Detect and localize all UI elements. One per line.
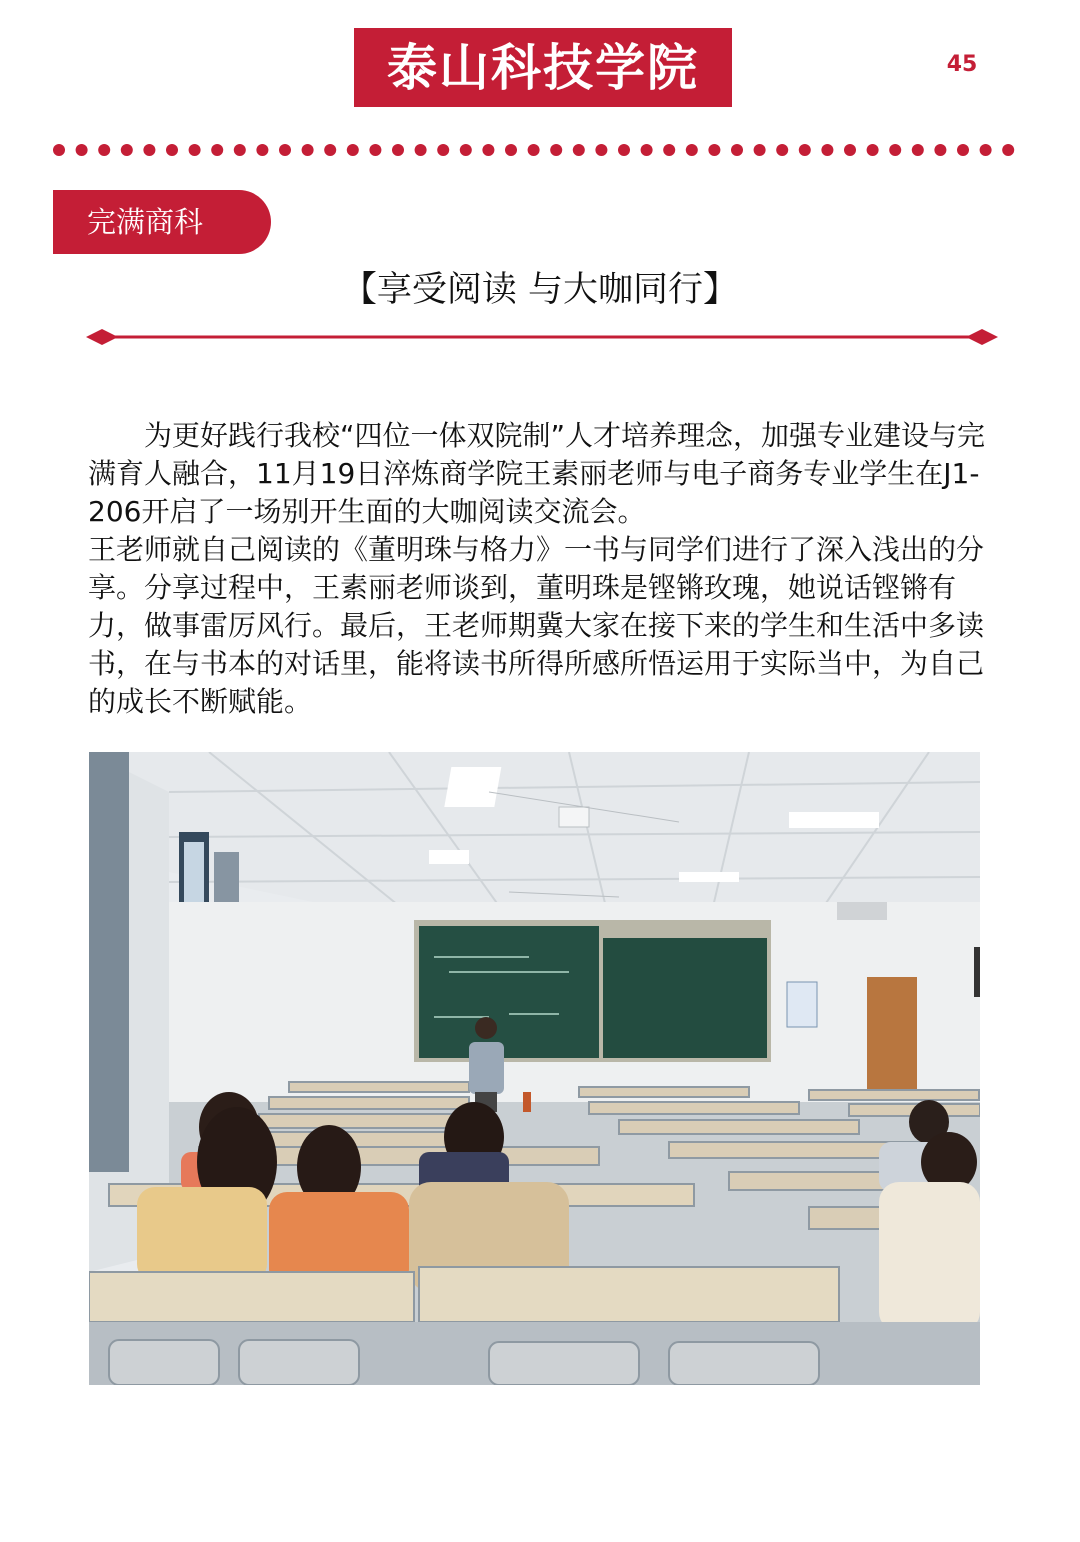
divider-dot <box>641 144 653 156</box>
divider-dot <box>821 144 833 156</box>
article-paragraph: 为更好践行我校“四位一体双院制”人才培养理念，加强专业建设与完满育人融合，11月19日淬炼商学院王素丽老师与电子商务专业学生在J1-206开启了一场别开生面的大咖阅读交流会。 <box>88 419 986 528</box>
divider-dot <box>776 144 788 156</box>
divider-dot <box>528 144 540 156</box>
divider-dot <box>437 144 449 156</box>
divider-dot <box>550 144 562 156</box>
divider-dot <box>460 144 472 156</box>
divider-dot <box>663 144 675 156</box>
divider-dot <box>76 144 88 156</box>
divider-dot <box>934 144 946 156</box>
divider-dot <box>166 144 178 156</box>
section-tag: 完满商科 <box>53 190 271 254</box>
divider-dot <box>980 144 992 156</box>
divider-dot <box>234 144 246 156</box>
divider-dot <box>957 144 969 156</box>
divider-dot <box>98 144 110 156</box>
divider-dot <box>279 144 291 156</box>
divider-dot <box>482 144 494 156</box>
divider-dot <box>912 144 924 156</box>
masthead-title: 泰山科技学院 <box>354 28 732 107</box>
classroom-photo <box>89 752 980 1385</box>
divider-dot <box>573 144 585 156</box>
divider-dot <box>324 144 336 156</box>
divider-dot <box>595 144 607 156</box>
article-paragraph: 王老师就自己阅读的《董明珠与格力》一书与同学们进行了深入浅出的分享。分享过程中，王素丽老师谈到，董明珠是铿锵玫瑰，她说话铿锵有力，做事雷厉风行。最后，王老师期冀大家在接下来的学生和生活中多读书，在与书本的对话里，能将读书所得所感所悟运用于实际当中，为自己的成长不断赋能。 <box>88 533 985 718</box>
divider-dot <box>867 144 879 156</box>
dotted-divider <box>50 140 1030 160</box>
divider-dot <box>889 144 901 156</box>
article-body <box>88 417 996 721</box>
divider-dot <box>1002 144 1014 156</box>
divider-dot <box>754 144 766 156</box>
divider-dot <box>347 144 359 156</box>
article-headline: 【享受阅读 与大咖同行】 <box>341 270 739 310</box>
divider-dot <box>256 144 268 156</box>
divider-dot <box>731 144 743 156</box>
divider-dot <box>53 144 65 156</box>
divider-dot <box>618 144 630 156</box>
divider-dot <box>189 144 201 156</box>
divider-dot <box>121 144 133 156</box>
divider-dot <box>392 144 404 156</box>
page-number: 45 <box>946 52 978 77</box>
divider-dot <box>369 144 381 156</box>
divider-dot <box>415 144 427 156</box>
divider-dot <box>302 144 314 156</box>
diamond-divider <box>86 327 998 347</box>
divider-dot <box>844 144 856 156</box>
divider-dot <box>143 144 155 156</box>
divider-dot <box>686 144 698 156</box>
divider-dot <box>505 144 517 156</box>
divider-dot <box>211 144 223 156</box>
divider-dot <box>708 144 720 156</box>
divider-dot <box>799 144 811 156</box>
